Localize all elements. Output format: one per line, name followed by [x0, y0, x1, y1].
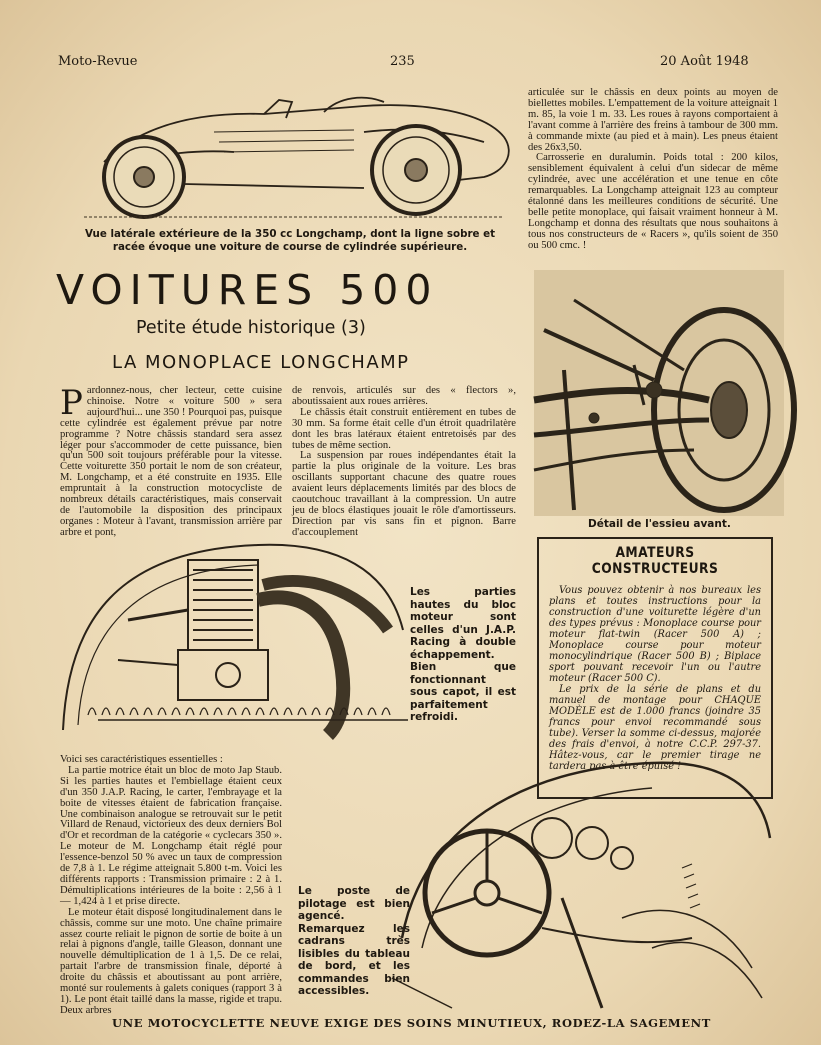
axle-caption: Détail de l'essieu avant.	[588, 518, 731, 530]
article-title: VOITURES 500	[56, 266, 439, 314]
article-col3-p2: Carrosserie en duralumin. Poids total : 200 kilos, sensiblement équivalent à celui d'un sidecar de même cylindrée, avec une accélération et une tenue en côte remarquables. La Longchamp atteignait 123 au compteur étalonné dans les meilleures conditions de sécurité. Une belle petite monoplace, qui faisait vraiment honneur à M. Longchamp et donna des résultats que nous souhaitons à tous nos constructeurs de « Racers », qu'ils soient de 350 ou 500 cmc. !	[528, 152, 778, 251]
cockpit-illustration	[392, 748, 772, 1016]
box-paragraph-2: Le prix de la série de plans et du manuel de montage pour CHAQUE MODÈLE est de 1.000 francs (joindre 35 francs pour envoi recommandé sous tube). Verser la somme ci-dessus, majorée des frais d'envoi, à notre C.C.P. 297-37. Hâtez-vous, car le premier tirage ne tardera pas à être épuisé !	[549, 684, 761, 772]
article-lower-p3: Le moteur était disposé longitudinalement dans le châssis, comme sur une moto. Une chaîne primaire assez courte reliait le pignon de sortie de boite à un relai à pignons d'angle, taille Gleason, donnant une nouvelle démultiplication de 1 à 1,5. De ce relai, partait l'arbre de transmission finale, déporté à droite du châssis et aboutissant au pont arrière, monté sur roulements à galets coniques (rapport 3 à 1). Le pont était taillé dans la masse, rigide et trapu. Deux arbres	[60, 906, 282, 1016]
article-col2-p1: de renvois, articulés sur des « flectors », aboutissaient aux roues arrières.	[292, 385, 516, 407]
magazine-name: Moto-Revue	[58, 54, 138, 69]
cockpit-caption: Le poste de pilotage est bien agencé. Remarquez les cadrans très lisibles du tableau de bord, et les commandes bien accessibles.	[298, 885, 410, 997]
article-lower-p2: La partie motrice était un bloc de moto Jap Staub. Si les parties hautes et l'embiellage étaient ceux d'un 350 J.A.P. Racing, le carter, l'embrayage et la boite de vitesses étaient de fabrication française. Une combinaison analogue se retrouvait sur le petit Villard de Renaud, victorieux des deux derniers Bol d'Or et recordman de la catégorie « cyclecars 350 ». Le moteur de M. Longchamp était réglé pour l'essence-benzol 50 % avec un taux de compression de 7,8 à 1. Le régime atteignait 5.800 t-m. Voici les différents rapports : Transmission primaire : 2 à 1. Démultiplications intérieures de la boite : 2,56 à 1 — 1,424 à 1 et prise directe.	[60, 764, 282, 907]
top-car-caption: Vue latérale extérieure de la 350 cc Longchamp, dont la ligne sobre et racée évoque une voiture de course de cylindrée supérieure.	[84, 228, 496, 253]
dropcap-letter: P	[60, 383, 83, 423]
article-subtitle: Petite étude historique (3)	[136, 318, 366, 338]
box-body	[549, 585, 761, 772]
section-heading: LA MONOPLACE LONGCHAMP	[112, 352, 410, 373]
cockpit-louvres	[682, 864, 700, 908]
footer-slogan: UNE MOTOCYCLETTE NEUVE EXIGE DES SOINS MINUTIEUX, RODEZ-LA SAGEMENT	[112, 1016, 711, 1030]
car-side-view-illustration	[64, 92, 524, 222]
article-col2-p3: La suspension par roues indépendantes était la partie la plus originale de la voiture. Les bras oscillants supportant chacune des quatre roues avaient leurs déplacements limités par des blocs de caoutchouc travaillant à la compression. Un autre jeu de blocs élastiques jouait le rôle d'amortisseurs. Direction par vis sans fin et pignon. Barre d'accouplement	[292, 450, 516, 538]
article-lower-col1	[60, 755, 282, 1017]
box-title: AMATEURS CONSTRUCTEURS	[591, 545, 719, 577]
article-col1	[60, 383, 282, 539]
page-number: 235	[390, 54, 415, 69]
article-col1-intro: ardonnez-nous, cher lecteur, cette cuisine chinoise. Notre « voiture 500 » sera aujourd'hui... une 350 ! Pourquoi pas, puisque cette cylindrée est également prévue par notre programme ? Notre châssis standard sera assez léger pour s'accommoder de cette puissance, bien qu'un 500 soit toujours préférable pour la vitesse. Cette voiturette 350 portait le nom de son créateur, M. Longchamp, et a été construite en 1935. Elle empruntait à la construction motocycliste de nombreux détails caractéristiques, mais conservait de l'automobile la disposition des principaux organes : Moteur à l'avant, transmission arrière par arbre et pont,	[60, 385, 282, 538]
front-axle-photo	[534, 270, 784, 516]
engine-illustration	[58, 540, 408, 740]
article-col3	[528, 88, 778, 252]
issue-date: 20 Août 1948	[660, 54, 749, 69]
box-paragraph-1: Vous pouvez obtenir à nos bureaux les plans et toutes instructions pour la construction d'une voiturette légère d'un des types prévus : Monoplace course pour moteur flat-twin (Racer 500 A) ; Monoplace course pour moteur monocylindrique (Racer 500 B) ; Biplace sport pouvant recevoir l'un ou l'autre moteur (Racer 500 C).	[549, 585, 761, 684]
article-col3-p1: articulée sur le châssis en deux points au moyen de biellettes mobiles. L'empattement de la voiture atteignait 1 m. 85, la voie 1 m. 33. Les roues à rayons comportaient à l'avant comme à l'arrière des freins à tambour de 300 mm. à commande mixte (au pied et à main). Les pneus étaient des 26x3,50.	[528, 87, 778, 153]
front-wheel	[104, 137, 184, 217]
engine-caption: Les parties hautes du bloc moteur sont celles d'un J.A.P. Racing à double échappement. Bien que fonctionnant sous capot, il est parfaitement refroidi.	[410, 586, 516, 723]
article-lower-p1: Voici ses caractéristiques essentielles :	[60, 754, 223, 765]
article-col2-p2: Le châssis était construit entièrement en tubes de 30 mm. Sa forme était celle d'un étroit quadrilatère dont les bras latéraux étaient entretoisés par des tubes de même section.	[292, 406, 516, 451]
article-col2	[292, 386, 516, 539]
rear-wheel	[372, 126, 460, 214]
